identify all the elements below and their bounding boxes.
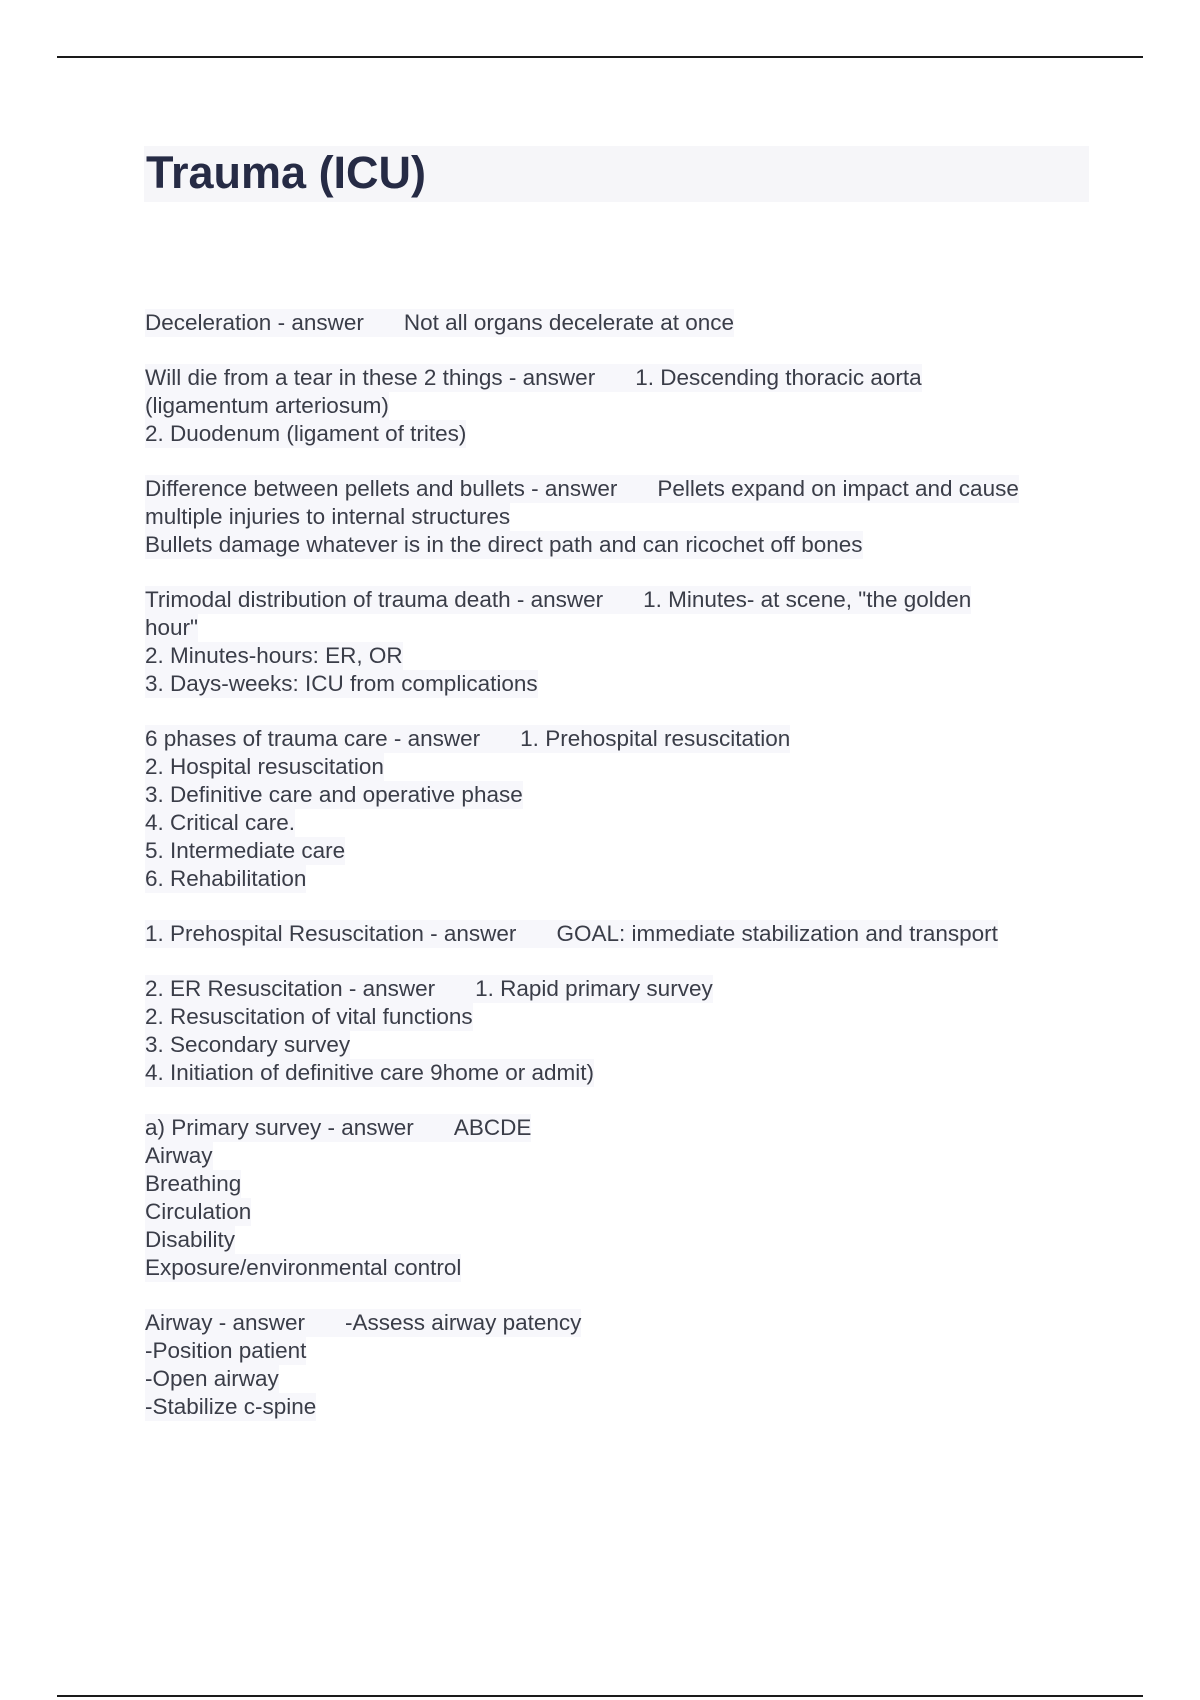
- flashcard-first-line: [145, 364, 922, 392]
- flashcard-first-line: [145, 309, 734, 337]
- flashcard-answer-line: 1. Prehospital resuscitation: [520, 726, 791, 751]
- flashcard-term: 1. Prehospital Resuscitation - answer: [145, 921, 517, 946]
- flashcard-answer-line: -Position patient: [145, 1338, 307, 1363]
- flashcard: [145, 586, 1095, 698]
- flashcard-term: Deceleration - answer: [145, 310, 364, 335]
- flashcard-answer-line: 5. Intermediate care: [145, 838, 346, 863]
- bottom-rule: [57, 1695, 1143, 1697]
- flashcard-answer-line: Exposure/environmental control: [145, 1255, 462, 1280]
- flashcard-term: Will die from a tear in these 2 things - answer: [145, 365, 596, 390]
- flashcard-answer-line: 2. Minutes-hours: ER, OR: [145, 643, 403, 668]
- flashcard-answer-line: 1. Minutes- at scene, "the golden: [643, 587, 972, 612]
- flashcard-answer-line: 3. Days-weeks: ICU from complications: [145, 671, 538, 696]
- flashcard-answer-line: 2. Resuscitation of vital functions: [145, 1004, 473, 1029]
- flashcard-answer-line: GOAL: immediate stabilization and transport: [556, 921, 998, 946]
- flashcard: [145, 364, 1095, 448]
- flashcard-answer-line: (ligamentum arteriosum): [145, 393, 389, 418]
- flashcard-first-line: [145, 975, 713, 1003]
- flashcard-term: Difference between pellets and bullets - answer: [145, 476, 618, 501]
- flashcard: [145, 725, 1095, 893]
- flashcard-answer-line: 1. Rapid primary survey: [475, 976, 713, 1001]
- flashcard: [145, 920, 1095, 948]
- flashcard-first-line: [145, 920, 998, 948]
- flashcard-answer-line: Airway: [145, 1143, 213, 1168]
- flashcard-first-line: [145, 1114, 531, 1142]
- flashcard-term: Airway - answer: [145, 1310, 306, 1335]
- flashcard: [145, 309, 1095, 337]
- flashcard-answer-line: Not all organs decelerate at once: [403, 310, 735, 335]
- flashcard-answer-line: 3. Secondary survey: [145, 1032, 351, 1057]
- flashcard-answer-line: -Stabilize c-spine: [145, 1394, 317, 1419]
- flashcard-answer-line: Circulation: [145, 1199, 252, 1224]
- flashcard-answer-line: Bullets damage whatever is in the direct path and can ricochet off bones: [145, 532, 863, 557]
- flashcard-answer-line: 4. Critical care.: [145, 810, 296, 835]
- flashcard-answer-line: 3. Definitive care and operative phase: [145, 782, 523, 807]
- flashcard-answer-line: multiple injuries to internal structures: [145, 504, 511, 529]
- flashcard-term: 2. ER Resuscitation - answer: [145, 976, 436, 1001]
- flashcard-answer-line: -Open airway: [145, 1366, 279, 1391]
- flashcard-answer-line: Disability: [145, 1227, 236, 1252]
- flashcard-answer-line: 4. Initiation of definitive care 9home or admit): [145, 1060, 594, 1085]
- flashcard-term: a) Primary survey - answer: [145, 1115, 414, 1140]
- flashcard-first-line: [145, 1309, 581, 1337]
- flashcard-answer-line: 1. Descending thoracic aorta: [635, 365, 922, 390]
- flashcard-answer-line: -Assess airway patency: [345, 1310, 582, 1335]
- flashcard-answer-line: 6. Rehabilitation: [145, 866, 307, 891]
- flashcard-answer-line: ABCDE: [453, 1115, 532, 1140]
- flashcard-first-line: [145, 586, 971, 614]
- flashcard-answer-line: 2. Duodenum (ligament of trites): [145, 421, 467, 446]
- flashcard: [145, 1114, 1095, 1282]
- flashcard-list: [145, 309, 1095, 1448]
- top-rule: [57, 56, 1143, 58]
- flashcard-term: 6 phases of trauma care - answer: [145, 726, 481, 751]
- flashcard-first-line: [145, 725, 790, 753]
- flashcard: [145, 475, 1095, 559]
- page-title: Trauma (ICU): [146, 147, 427, 198]
- flashcard-answer-line: Pellets expand on impact and cause: [657, 476, 1019, 501]
- flashcard-first-line: [145, 475, 1019, 503]
- flashcard-answer-line: Breathing: [145, 1171, 242, 1196]
- flashcard-answer-line: 2. Hospital resuscitation: [145, 754, 384, 779]
- flashcard: [145, 1309, 1095, 1421]
- flashcard-answer-line: hour": [145, 615, 199, 640]
- flashcard: [145, 975, 1095, 1087]
- flashcard-term: Trimodal distribution of trauma death - answer: [145, 587, 604, 612]
